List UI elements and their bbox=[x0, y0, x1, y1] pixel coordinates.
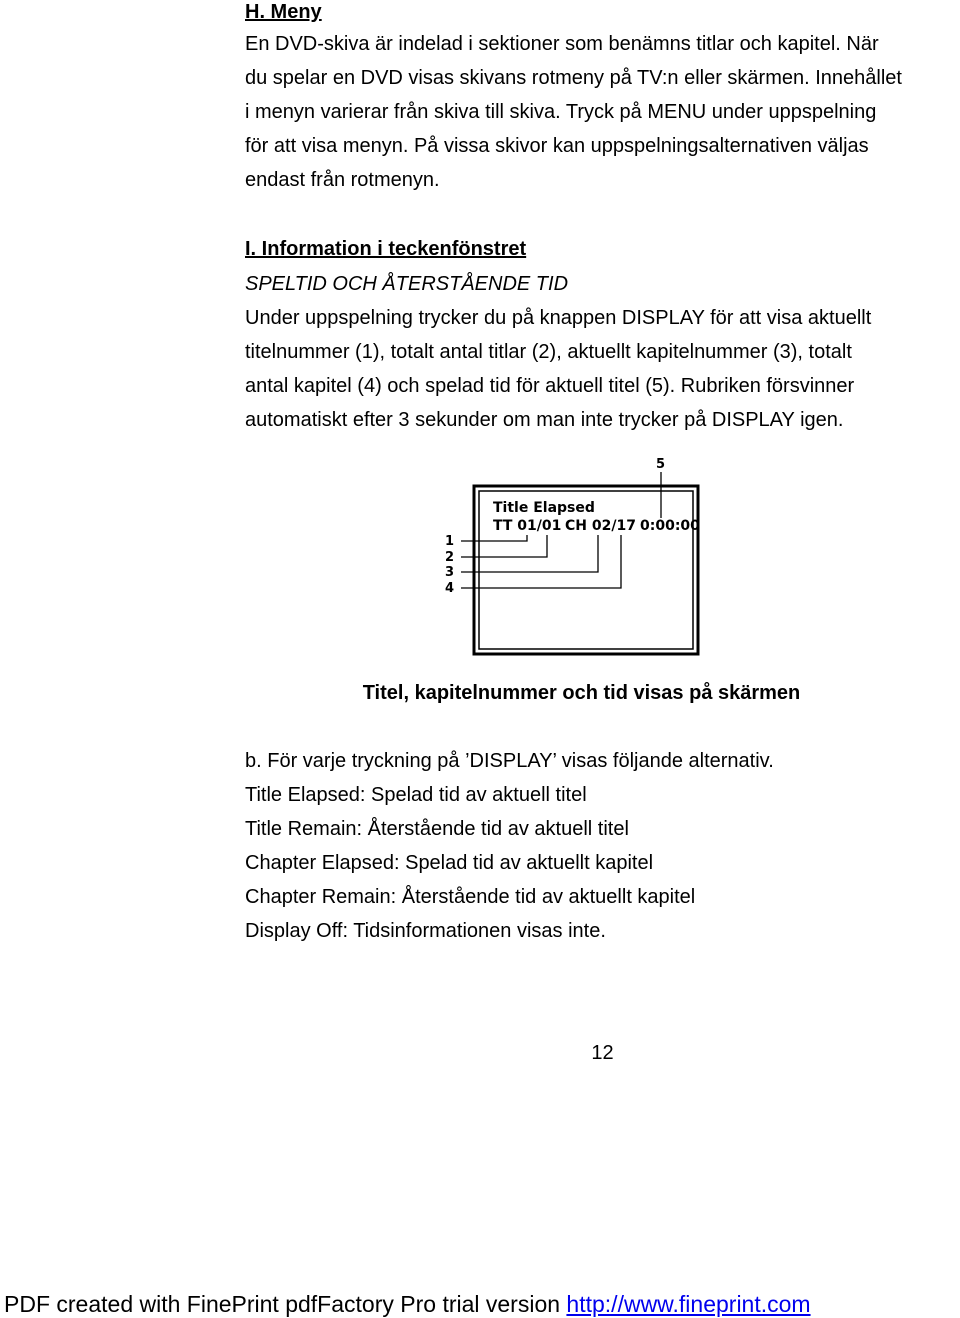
diagram-caption: Titel, kapitelnummer och tid visas på skärmen bbox=[362, 682, 801, 704]
section-i-line: automatiskt efter 3 sekunder om man inte trycker på DISPLAY igen. bbox=[245, 409, 844, 431]
callout-label-2: 2 bbox=[445, 550, 455, 565]
callout-label-4: 4 bbox=[445, 581, 455, 596]
section-h-line: du spelar en DVD visas skivans rotmeny på TV:n eller skärmen. Innehållet bbox=[245, 67, 902, 89]
options-intro: b. För varje tryckning på ’DISPLAY’ visas följande alternativ. bbox=[245, 750, 774, 772]
title-field-text: TT 01/01 bbox=[493, 518, 562, 534]
footer-text: PDF created with FinePrint pdfFactory Pro trial version bbox=[4, 1291, 567, 1317]
option-item: Chapter Remain: Återstående tid av aktuellt kapitel bbox=[245, 886, 696, 908]
section-h-line: En DVD-skiva är indelad i sektioner som benämns titlar och kapitel. När bbox=[245, 33, 879, 55]
pdf-footer bbox=[4, 1290, 811, 1318]
section-i-line: Under uppspelning trycker du på knappen DISPLAY för att visa aktuellt bbox=[245, 307, 872, 329]
section-i-line: titelnummer (1), totalt antal titlar (2), aktuellt kapitelnummer (3), totalt bbox=[245, 341, 852, 363]
section-h-line: i menyn varierar från skiva till skiva. Tryck på MENU under uppspelning bbox=[245, 101, 877, 123]
section-i-line: antal kapitel (4) och spelad tid för aktuell titel (5). Rubriken försvinner bbox=[245, 375, 855, 397]
page-number: 12 bbox=[591, 1042, 614, 1064]
chapter-field-text: CH 02/17 bbox=[565, 518, 636, 534]
callout-label-1: 1 bbox=[445, 534, 455, 549]
section-h-heading: H. Meny bbox=[245, 1, 322, 23]
time-field-text: 0:00:00 bbox=[640, 518, 700, 534]
callout-label-5: 5 bbox=[656, 457, 666, 472]
section-i-heading: I. Information i teckenfönstret bbox=[245, 238, 527, 260]
option-item: Title Remain: Återstående tid av aktuell titel bbox=[245, 818, 629, 840]
option-item: Chapter Elapsed: Spelad tid av aktuellt kapitel bbox=[245, 852, 654, 874]
section-i-subheading: SPELTID OCH ÅTERSTÅENDE TID bbox=[245, 273, 569, 295]
screen-title-text: Title Elapsed bbox=[493, 500, 595, 516]
option-item: Display Off: Tidsinformationen visas inte. bbox=[245, 920, 606, 942]
footer-link[interactable]: http://www.fineprint.com bbox=[566, 1291, 811, 1317]
option-item: Title Elapsed: Spelad tid av aktuell titel bbox=[245, 784, 587, 806]
callout-label-3: 3 bbox=[445, 565, 455, 580]
section-h-line: endast från rotmenyn. bbox=[245, 169, 440, 191]
section-h-line: för att visa menyn. På vissa skivor kan uppspelningsalternativen väljas bbox=[245, 135, 869, 157]
